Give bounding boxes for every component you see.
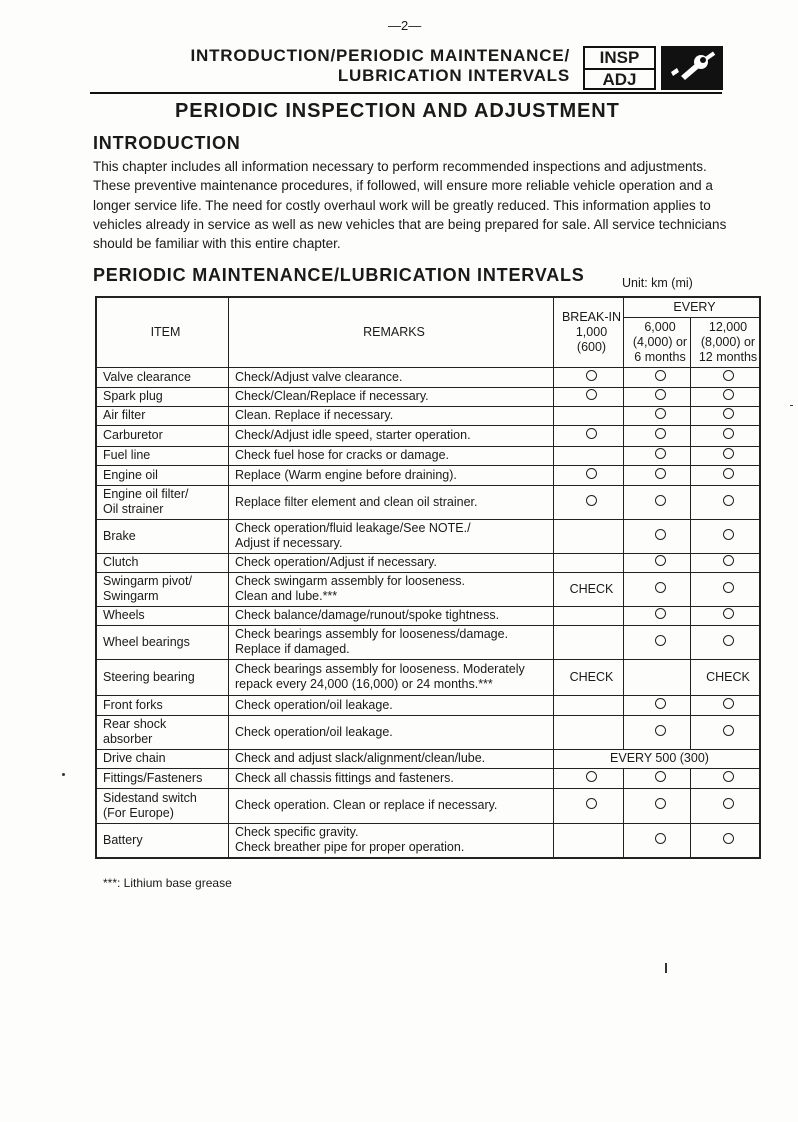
table-row	[96, 606, 760, 625]
remarks-cell	[229, 425, 554, 446]
check-circle-icon	[655, 635, 666, 646]
item-cell	[96, 606, 229, 625]
check-circle-icon	[586, 495, 597, 506]
check-circle-icon	[655, 389, 666, 400]
every2-mi: (8,000) or	[700, 334, 756, 349]
interval-cell	[691, 367, 761, 387]
remarks-cell	[229, 485, 554, 519]
table-row	[96, 823, 760, 858]
interval-cell	[554, 788, 624, 823]
maintenance-table	[95, 296, 761, 859]
item-cell	[96, 768, 229, 788]
interval-cell	[691, 387, 761, 406]
remarks-cell	[229, 788, 554, 823]
check-circle-icon	[655, 798, 666, 809]
item-text: Wheel bearings	[103, 634, 190, 649]
interval-cell	[624, 387, 691, 406]
check-circle-icon	[586, 370, 597, 381]
remarks-text: Check swingarm assembly for looseness.	[235, 574, 465, 588]
interval-cell	[624, 485, 691, 519]
table-row	[96, 425, 760, 446]
scan-speck	[665, 963, 667, 973]
check-circle-icon	[655, 468, 666, 479]
item-text: Steering bearing	[103, 669, 195, 684]
interval-empty-cell	[554, 625, 624, 659]
item-text: Fuel line	[103, 448, 151, 462]
check-circle-icon	[655, 725, 666, 736]
interval-cell	[691, 625, 761, 659]
interval-cell	[624, 446, 691, 465]
page-number: —2—	[388, 18, 422, 33]
interval-check-cell: CHECK	[554, 572, 624, 606]
interval-cell	[691, 406, 761, 425]
table-row	[96, 519, 760, 553]
check-circle-icon	[655, 370, 666, 381]
interval-empty-cell	[554, 715, 624, 749]
remarks-text: Check/Clean/Replace if necessary.	[235, 389, 429, 403]
chapter-title-line1: INTRODUCTION/PERIODIC MAINTENANCE/	[190, 46, 570, 65]
section-badge	[583, 46, 656, 90]
interval-cell	[691, 606, 761, 625]
remarks-text: Check bearings assembly for looseness. Moderately	[235, 662, 525, 676]
remarks-text: Replace if damaged.	[235, 642, 350, 656]
interval-cell	[691, 572, 761, 606]
col-item-header: ITEM	[96, 297, 229, 367]
check-circle-icon	[655, 495, 666, 506]
interval-cell	[624, 465, 691, 485]
remarks-text: Check operation/Adjust if necessary.	[235, 555, 437, 569]
interval-check-cell: CHECK	[691, 659, 761, 695]
scan-speck	[62, 773, 65, 776]
remarks-text: Replace (Warm engine before draining).	[235, 467, 457, 482]
interval-cell	[624, 768, 691, 788]
interval-cell	[691, 465, 761, 485]
every1-months: 6 months	[634, 349, 686, 364]
footnote: ***: Lithium base grease	[103, 876, 232, 890]
interval-empty-cell	[554, 446, 624, 465]
remarks-text: Replace filter element and clean oil strainer.	[235, 494, 478, 509]
interval-cell	[624, 695, 691, 715]
item-cell	[96, 406, 229, 425]
every1-mi: (4,000) or	[632, 334, 688, 349]
check-circle-icon	[723, 725, 734, 736]
table-row	[96, 695, 760, 715]
item-text: Air filter	[103, 408, 146, 422]
header-rule	[90, 92, 722, 94]
scan-speck	[790, 405, 793, 406]
table-row	[96, 749, 760, 768]
unit-label: Unit: km (mi)	[622, 276, 693, 290]
item-cell	[96, 425, 229, 446]
item-cell	[96, 387, 229, 406]
item-text: Clutch	[103, 555, 139, 569]
check-circle-icon	[586, 428, 597, 439]
interval-cell	[624, 823, 691, 858]
interval-empty-cell	[624, 659, 691, 695]
table-row	[96, 553, 760, 572]
check-circle-icon	[655, 428, 666, 439]
remarks-text: Check breather pipe for proper operation.	[235, 840, 465, 855]
remarks-cell	[229, 606, 554, 625]
check-circle-icon	[586, 798, 597, 809]
remarks-cell	[229, 659, 554, 695]
item-cell	[96, 695, 229, 715]
check-circle-icon	[723, 555, 734, 566]
interval-cell	[624, 406, 691, 425]
item-cell	[96, 465, 229, 485]
item-cell	[96, 749, 229, 768]
check-circle-icon	[723, 608, 734, 619]
interval-cell	[624, 625, 691, 659]
check-circle-icon	[655, 555, 666, 566]
intro-paragraph: This chapter includes all information necessary to perform recommended inspections and adjustments. These preventive maintenance procedures, if followed, will ensure more reliable vehicle operation and a longer service life. The need for costly overhaul work will be greatly reduced. This information applies to vehicles already in service as well as new vehicles that are being prepared for sale. All service technicians should be familiar with this entire chapter.	[93, 159, 727, 252]
check-circle-icon	[723, 389, 734, 400]
remarks-text: Check bearings assembly for looseness/damage.	[235, 627, 509, 641]
item-text: (For Europe)	[103, 805, 174, 820]
check-circle-icon	[655, 833, 666, 844]
badge-insp: INSP	[585, 48, 654, 70]
interval-empty-cell	[554, 553, 624, 572]
remarks-text: Check and adjust slack/alignment/clean/lube.	[235, 751, 486, 765]
interval-cell	[554, 768, 624, 788]
item-text: Front forks	[103, 697, 163, 712]
table-row	[96, 367, 760, 387]
check-circle-icon	[723, 582, 734, 593]
item-text: Swingarm	[103, 589, 159, 603]
check-circle-icon	[586, 389, 597, 400]
breakin-km: 1,000	[575, 324, 608, 339]
interval-cell	[691, 823, 761, 858]
interval-empty-cell	[554, 606, 624, 625]
interval-cell	[691, 425, 761, 446]
remarks-text: Adjust if necessary.	[235, 536, 343, 550]
table-row	[96, 659, 760, 695]
remarks-text: Check/Adjust valve clearance.	[235, 369, 403, 384]
interval-cell	[554, 465, 624, 485]
check-circle-icon	[723, 529, 734, 540]
item-cell	[96, 659, 229, 695]
remarks-text: Check specific gravity.	[235, 825, 359, 840]
interval-span-cell: EVERY 500 (300)	[554, 749, 761, 768]
interval-cell	[624, 519, 691, 553]
interval-cell	[624, 572, 691, 606]
remarks-text: Check fuel hose for cracks or damage.	[235, 448, 449, 462]
every2-km: 12,000	[708, 319, 748, 334]
item-text: Battery	[103, 832, 143, 847]
item-text: Rear shock	[103, 717, 167, 731]
interval-check-cell: CHECK	[554, 659, 624, 695]
table-body	[96, 367, 760, 858]
wrench-icon	[661, 46, 723, 90]
col-every2-header	[691, 317, 761, 367]
check-circle-icon	[723, 428, 734, 439]
col-every-header: EVERY	[624, 297, 761, 317]
table-row	[96, 768, 760, 788]
every2-months: 12 months	[698, 349, 758, 364]
remarks-text: Check operation. Clean or replace if necessary.	[235, 798, 498, 812]
item-cell	[96, 553, 229, 572]
interval-cell	[691, 695, 761, 715]
interval-cell	[624, 606, 691, 625]
check-circle-icon	[586, 468, 597, 479]
item-text: Swingarm pivot/	[103, 574, 192, 588]
remarks-cell	[229, 715, 554, 749]
check-circle-icon	[723, 370, 734, 381]
item-cell	[96, 788, 229, 823]
item-text: Wheels	[103, 608, 145, 622]
item-cell	[96, 367, 229, 387]
item-text: Carburetor	[103, 428, 163, 442]
check-circle-icon	[723, 635, 734, 646]
breakin-mi: (600)	[576, 339, 607, 354]
interval-cell	[554, 485, 624, 519]
remarks-cell	[229, 823, 554, 858]
check-circle-icon	[723, 771, 734, 782]
table-row	[96, 465, 760, 485]
table-row	[96, 625, 760, 659]
table-row	[96, 387, 760, 406]
check-circle-icon	[655, 408, 666, 419]
interval-cell	[691, 788, 761, 823]
check-circle-icon	[586, 771, 597, 782]
remarks-text: Check all chassis fittings and fasteners.	[235, 770, 454, 785]
interval-cell	[554, 425, 624, 446]
breakin-label: BREAK-IN	[561, 309, 622, 324]
chapter-title	[150, 46, 570, 86]
remarks-cell	[229, 625, 554, 659]
col-remarks-header: REMARKS	[229, 297, 554, 367]
interval-cell	[624, 715, 691, 749]
remarks-text: Clean and lube.***	[235, 589, 338, 603]
item-text: Valve clearance	[103, 369, 192, 384]
check-circle-icon	[723, 448, 734, 459]
table-row	[96, 446, 760, 465]
remarks-text: Clean. Replace if necessary.	[235, 408, 394, 422]
remarks-cell	[229, 768, 554, 788]
check-circle-icon	[723, 698, 734, 709]
page-title: PERIODIC INSPECTION AND ADJUSTMENT	[175, 100, 620, 122]
remarks-cell	[229, 387, 554, 406]
table-row	[96, 406, 760, 425]
remarks-text: Check operation/oil leakage.	[235, 724, 393, 739]
item-text: Fittings/Fasteners	[103, 770, 203, 785]
intro-heading: INTRODUCTION	[93, 133, 241, 153]
remarks-cell	[229, 553, 554, 572]
interval-cell	[624, 367, 691, 387]
col-breakin-header	[554, 297, 624, 367]
remarks-text: Check operation/fluid leakage/See NOTE./	[235, 521, 471, 535]
interval-cell	[691, 446, 761, 465]
remarks-cell	[229, 572, 554, 606]
item-text: Spark plug	[103, 389, 163, 403]
check-circle-icon	[723, 833, 734, 844]
item-cell	[96, 715, 229, 749]
interval-cell	[691, 519, 761, 553]
col-every1-header	[624, 317, 691, 367]
item-text: Drive chain	[103, 751, 166, 765]
item-cell	[96, 823, 229, 858]
item-text: Oil strainer	[103, 502, 164, 516]
interval-cell	[691, 715, 761, 749]
item-cell	[96, 625, 229, 659]
interval-cell	[691, 485, 761, 519]
remarks-cell	[229, 695, 554, 715]
check-circle-icon	[655, 448, 666, 459]
interval-cell	[554, 367, 624, 387]
chapter-title-line2: LUBRICATION INTERVALS	[337, 66, 570, 85]
item-text: absorber	[103, 732, 153, 746]
remarks-text: Check/Adjust idle speed, starter operation.	[235, 428, 471, 442]
schedule-heading: PERIODIC MAINTENANCE/LUBRICATION INTERVALS	[93, 265, 585, 285]
interval-cell	[624, 425, 691, 446]
table-row	[96, 572, 760, 606]
interval-cell	[691, 768, 761, 788]
remarks-cell	[229, 446, 554, 465]
table-row	[96, 485, 760, 519]
remarks-cell	[229, 519, 554, 553]
remarks-cell	[229, 367, 554, 387]
check-circle-icon	[655, 698, 666, 709]
interval-cell	[691, 553, 761, 572]
remarks-text: Check operation/oil leakage.	[235, 697, 393, 712]
check-circle-icon	[655, 608, 666, 619]
check-circle-icon	[723, 468, 734, 479]
interval-empty-cell	[554, 823, 624, 858]
interval-cell	[624, 788, 691, 823]
item-cell	[96, 519, 229, 553]
remarks-text: Check balance/damage/runout/spoke tightness.	[235, 608, 500, 622]
item-cell	[96, 572, 229, 606]
interval-empty-cell	[554, 695, 624, 715]
item-text: Brake	[103, 528, 136, 543]
table-row	[96, 715, 760, 749]
every1-km: 6,000	[644, 319, 676, 334]
remarks-text: repack every 24,000 (16,000) or 24 months.***	[235, 677, 493, 691]
interval-cell	[554, 387, 624, 406]
remarks-cell	[229, 406, 554, 425]
remarks-cell	[229, 465, 554, 485]
check-circle-icon	[723, 495, 734, 506]
item-text: Engine oil	[103, 467, 158, 482]
interval-empty-cell	[554, 406, 624, 425]
check-circle-icon	[655, 529, 666, 540]
item-text: Engine oil filter/	[103, 487, 189, 501]
item-cell	[96, 446, 229, 465]
interval-cell	[624, 553, 691, 572]
item-cell	[96, 485, 229, 519]
check-circle-icon	[723, 408, 734, 419]
check-circle-icon	[723, 798, 734, 809]
table-row	[96, 788, 760, 823]
check-circle-icon	[655, 582, 666, 593]
remarks-cell	[229, 749, 554, 768]
item-text: Sidestand switch	[103, 790, 197, 805]
interval-empty-cell	[554, 519, 624, 553]
check-circle-icon	[655, 771, 666, 782]
badge-adj: ADJ	[602, 70, 637, 89]
